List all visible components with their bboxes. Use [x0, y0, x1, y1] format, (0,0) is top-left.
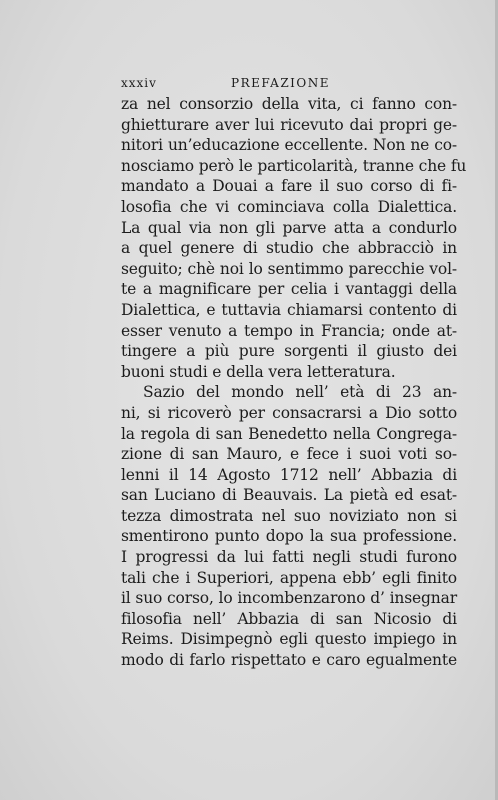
running-head	[121, 76, 456, 94]
text-line: Reims. Disimpegnò egli questo impiego in	[121, 630, 457, 649]
running-title: PREFAZIONE	[231, 76, 330, 90]
text-line: smentirono punto dopo la sua professione.	[121, 527, 457, 546]
text-line: te a magnificare per celia i vantaggi della	[121, 280, 457, 299]
text-line: mandato a Douai a fare il suo corso di fi-	[121, 177, 457, 196]
text-line: tingere a più pure sorgenti il giusto dei	[121, 342, 457, 361]
text-line: san Luciano di Beauvais. La pietà ed esat-	[121, 486, 457, 505]
text-line: seguito; chè noi lo sentimmo parecchie vol-	[121, 259, 457, 278]
text-line: ghietturare aver lui ricevuto dai propri ge-	[121, 115, 457, 134]
text-line: la regola di san Benedetto nella Congrega-	[121, 424, 457, 443]
text-line: filosofia nell’ Abbazia di san Nicosio di	[121, 609, 457, 628]
text-line: esser venuto a tempo in Francia; onde at-	[121, 321, 457, 340]
text-line: I progressi da lui fatti negli studi furono	[121, 548, 457, 567]
text-line: losofia che vi cominciava colla Dialettica.	[121, 197, 457, 216]
text-line: ni, si ricoverò per consacrarsi a Dio sotto	[121, 403, 457, 422]
text-line: il suo corso, lo incombenzarono d’ insegnar	[121, 589, 457, 608]
text-line: nosciamo però le particolarità, tranne che fu	[121, 156, 467, 175]
paragraph-last-line: buoni studi e della vera letteratura.	[121, 362, 396, 381]
text-line: modo di farlo rispettato e caro egualmente	[121, 651, 457, 670]
text-line: tali che i Superiori, appena ebb’ egli finito	[121, 568, 457, 587]
text-line: zione di san Mauro, e fece i suoi voti so-	[121, 445, 457, 464]
page-number: xxxiv	[121, 76, 157, 90]
text-line: za nel consorzio della vita, ci fanno con-	[121, 95, 457, 113]
text-line: nitori un’educazione eccellente. Non ne co-	[121, 136, 457, 155]
body-text	[121, 94, 467, 671]
text-line: Dialettica, e tuttavia chiamarsi contento di	[121, 300, 457, 319]
text-line: tezza dimostrata nel suo noviziato non si	[121, 506, 457, 525]
text-line: La qual via non gli parve atta a condurlo	[121, 218, 457, 237]
text-line: a quel genere di studio che abbracciò in	[121, 239, 457, 258]
paragraph-first-line: Sazio del mondo nell’ età di 23 an-	[143, 383, 457, 402]
text-line: lenni il 14 Agosto 1712 nell’ Abbazia di	[121, 465, 457, 484]
